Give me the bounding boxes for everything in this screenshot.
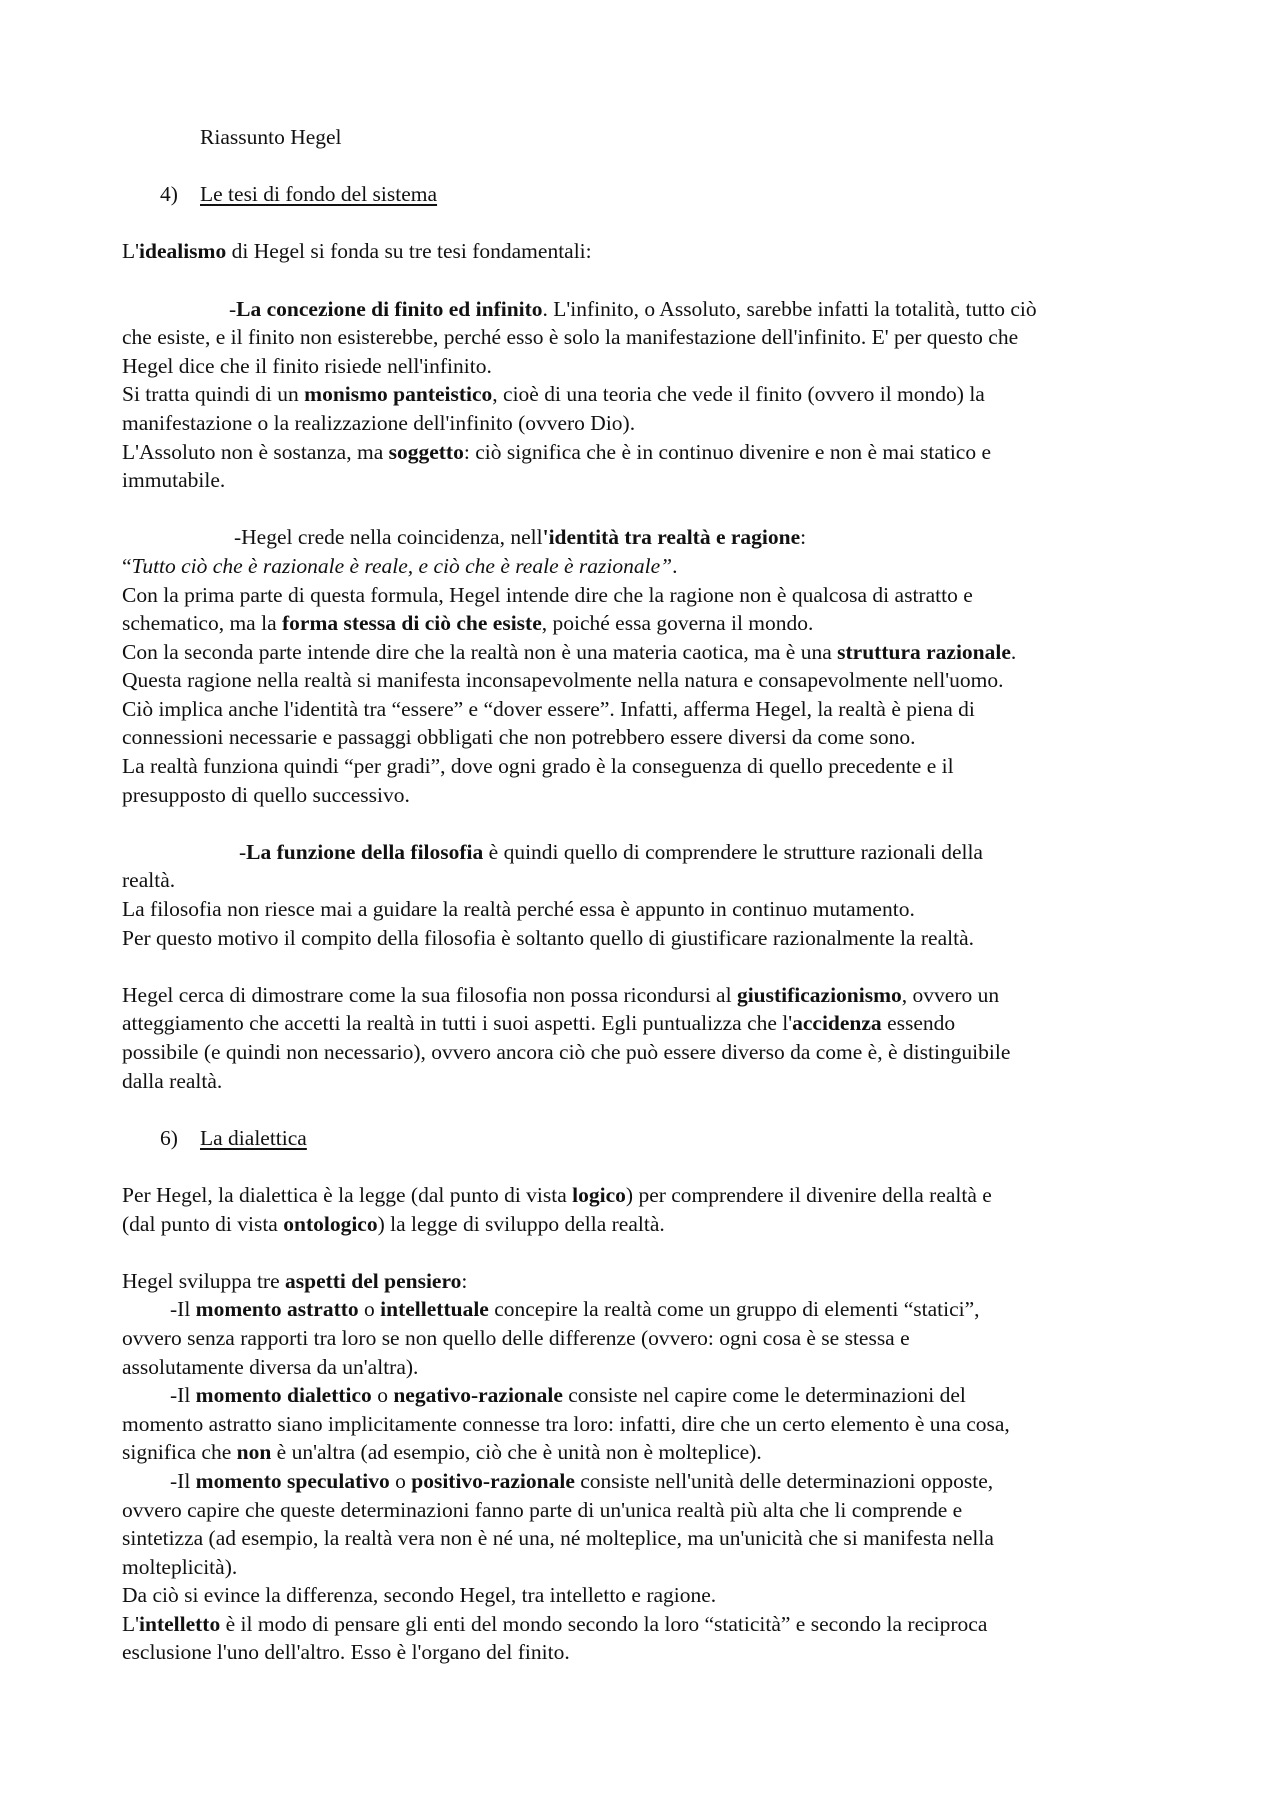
bold-term: non [236,1440,272,1465]
paragraph-line: Con la prima parte di questa formula, Hegel intende dire che la ragione non è qualcosa di astratto e [122,582,973,607]
bold-term: La funzione della filosofia [246,839,484,864]
paragraph-line: esclusione l'uno dell'altro. Esso è l'organo del finito. [122,1640,570,1665]
aspect-3-line: -Il momento speculativo o positivo-razionale consiste nell'unità delle determinazioni opposte, [170,1468,994,1493]
bold-term: giustificazionismo [736,982,902,1007]
paragraph-line: Questa ragione nella realtà si manifesta inconsapevolmente nella natura e consapevolmente nell'uomo. [122,668,1004,693]
bold-term: idealismo [139,239,227,264]
paragraph-line: momento astratto siano implicitamente connesse tra loro: infatti, dire che un certo elemento è una cosa, [122,1411,1010,1436]
bold-term: monismo panteistico [304,382,493,407]
paragraph-line: Si tratta quindi di un monismo panteistico, cioè di una teoria che vede il finito (ovvero il mondo) la [122,382,985,407]
quote-line: “Tutto ciò che è razionale è reale, e ciò che è reale è razionale”. [122,553,678,578]
paragraph-line: atteggiamento che accetti la realtà in tutti i suoi aspetti. Egli puntualizza che l'accidenza essendo [122,1011,956,1036]
section-heading-4 [122,180,1174,209]
bold-term: La concezione di finito ed infinito [236,296,543,321]
paragraph-line: presupposto di quello successivo. [122,782,410,807]
paragraph-line: che esiste, e il finito non esisterebbe, perché esso è solo la manifestazione dell'infinito. E' per questo che [122,325,1019,350]
bold-term: logico [572,1182,626,1207]
bold-term: accidenza [792,1011,882,1036]
bold-term: soggetto [388,439,464,464]
bold-term: 'identità tra realtà e ragione [542,525,801,550]
section-number: 6) [160,1125,178,1150]
paragraph-line: L'intelletto è il modo di pensare gli enti del mondo secondo la loro “staticità” e secondo la reciproca [122,1611,988,1636]
paragraph-line: (dal punto di vista ontologico) la legge di sviluppo della realtà. [122,1211,665,1236]
thesis-3-line: -La funzione della filosofia è quindi quello di comprendere le strutture razionali della [239,839,983,864]
bold-term: negativo-razionale [393,1383,563,1408]
paragraph-line: possibile (e quindi non necessario), ovvero ancora ciò che può essere diverso da come è, è distinguibile [122,1040,1011,1064]
paragraph-line: Per Hegel, la dialettica è la legge (dal punto di vista logico) per comprendere il divenire della realtà e [122,1182,992,1207]
bold-term: momento speculativo [195,1468,390,1493]
paragraph-line: Ciò implica anche l'identità tra “essere” e “dover essere”. Infatti, afferma Hegel, la realtà è piena di [122,696,975,721]
section-title: La dialettica [200,1125,307,1150]
paragraph-line: sintetizza (ad esempio, la realtà vera non è né una, né molteplice, ma un'unicità che si manifesta nella [122,1526,994,1551]
bold-term: momento astratto [195,1297,359,1322]
paragraph-line: La filosofia non riesce mai a guidare la realtà perché essa è appunto in continuo mutamento. [122,897,915,922]
thesis-1-line: -La concezione di finito ed infinito. L'infinito, o Assoluto, sarebbe infatti la totalità, tutto ciò [229,296,1037,321]
paragraph-line: immutabile. [122,468,226,493]
thesis-2-line: -Hegel crede nella coincidenza, nell'identità tra realtà e ragione: [234,525,807,550]
paragraph-line: La realtà funziona quindi “per gradi”, dove ogni grado è la conseguenza di quello precedente e il [122,754,954,779]
paragraph-line: schematico, ma la forma stessa di ciò che esiste, poiché essa governa il mondo. [122,611,814,636]
bold-term: struttura razionale [837,639,1011,664]
paragraph-line: ovvero senza rapporti tra loro se non quello delle differenze (ovvero: ogni cosa è se stessa e [122,1325,910,1350]
aspect-2-line: -Il momento dialettico o negativo-razionale consiste nel capire come le determinazioni del [170,1383,966,1408]
paragraph-line: assolutamente diversa da un'altra). [122,1354,419,1379]
paragraph-line: connessioni necessarie e passaggi obbligati che non potrebbero essere diversi da come sono. [122,725,916,750]
paragraph-line: Hegel cerca di dimostrare come la sua filosofia non possa ricondursi al giustificazionismo, ovvero un [122,982,1000,1007]
paragraph-line: Hegel dice che il finito risiede nell'infinito. [122,353,492,378]
paragraph-line: Da ciò si evince la differenza, secondo Hegel, tra intelletto e ragione. [122,1583,717,1608]
paragraph-line: L'idealismo di Hegel si fonda su tre tesi fondamentali: [122,239,592,264]
bold-term: momento dialettico [195,1383,372,1408]
paragraph-line: Con la seconda parte intende dire che la realtà non è una materia caotica, ma è una struttura razionale. [122,639,1017,664]
section-heading-6 [122,1124,1174,1153]
paragraph-line: molteplicità). [122,1554,238,1579]
paragraph-line: realtà. [122,868,176,893]
bold-term: ontologico [283,1211,378,1236]
section-number: 4) [160,182,178,207]
bold-term: positivo-razionale [411,1468,575,1493]
document-page [122,123,1174,1667]
italic-quote: Tutto ciò che è razionale è reale, e ciò che è reale è razionale” [131,553,673,578]
paragraph-line: significa che non è un'altra (ad esempio, ciò che è unità non è molteplice). [122,1440,762,1465]
bold-term: intelletto [139,1611,221,1636]
paragraph-line: dalla realtà. [122,1068,223,1093]
document-title: Riassunto Hegel [200,125,342,149]
paragraph-line: ovvero capire che queste determinazioni fanno parte di un'unica realtà più alta che li comprende e [122,1497,963,1522]
bold-term: aspetti del pensiero [285,1268,462,1293]
aspect-1-line: -Il momento astratto o intellettuale concepire la realtà come un gruppo di elementi “statici”, [170,1297,980,1322]
paragraph-line: manifestazione o la realizzazione dell'infinito (ovvero Dio). [122,410,636,435]
bold-term: forma stessa di ciò che esiste [282,611,542,636]
section-title: Le tesi di fondo del sistema [200,182,438,207]
paragraph-line: L'Assoluto non è sostanza, ma soggetto: ciò significa che è in continuo divenire e non è mai statico e [122,439,992,464]
paragraph-line: Per questo motivo il compito della filosofia è soltanto quello di giustificare razionalmente la realtà. [122,925,974,950]
bold-term: intellettuale [380,1297,489,1322]
paragraph-line: Hegel sviluppa tre aspetti del pensiero: [122,1268,468,1293]
